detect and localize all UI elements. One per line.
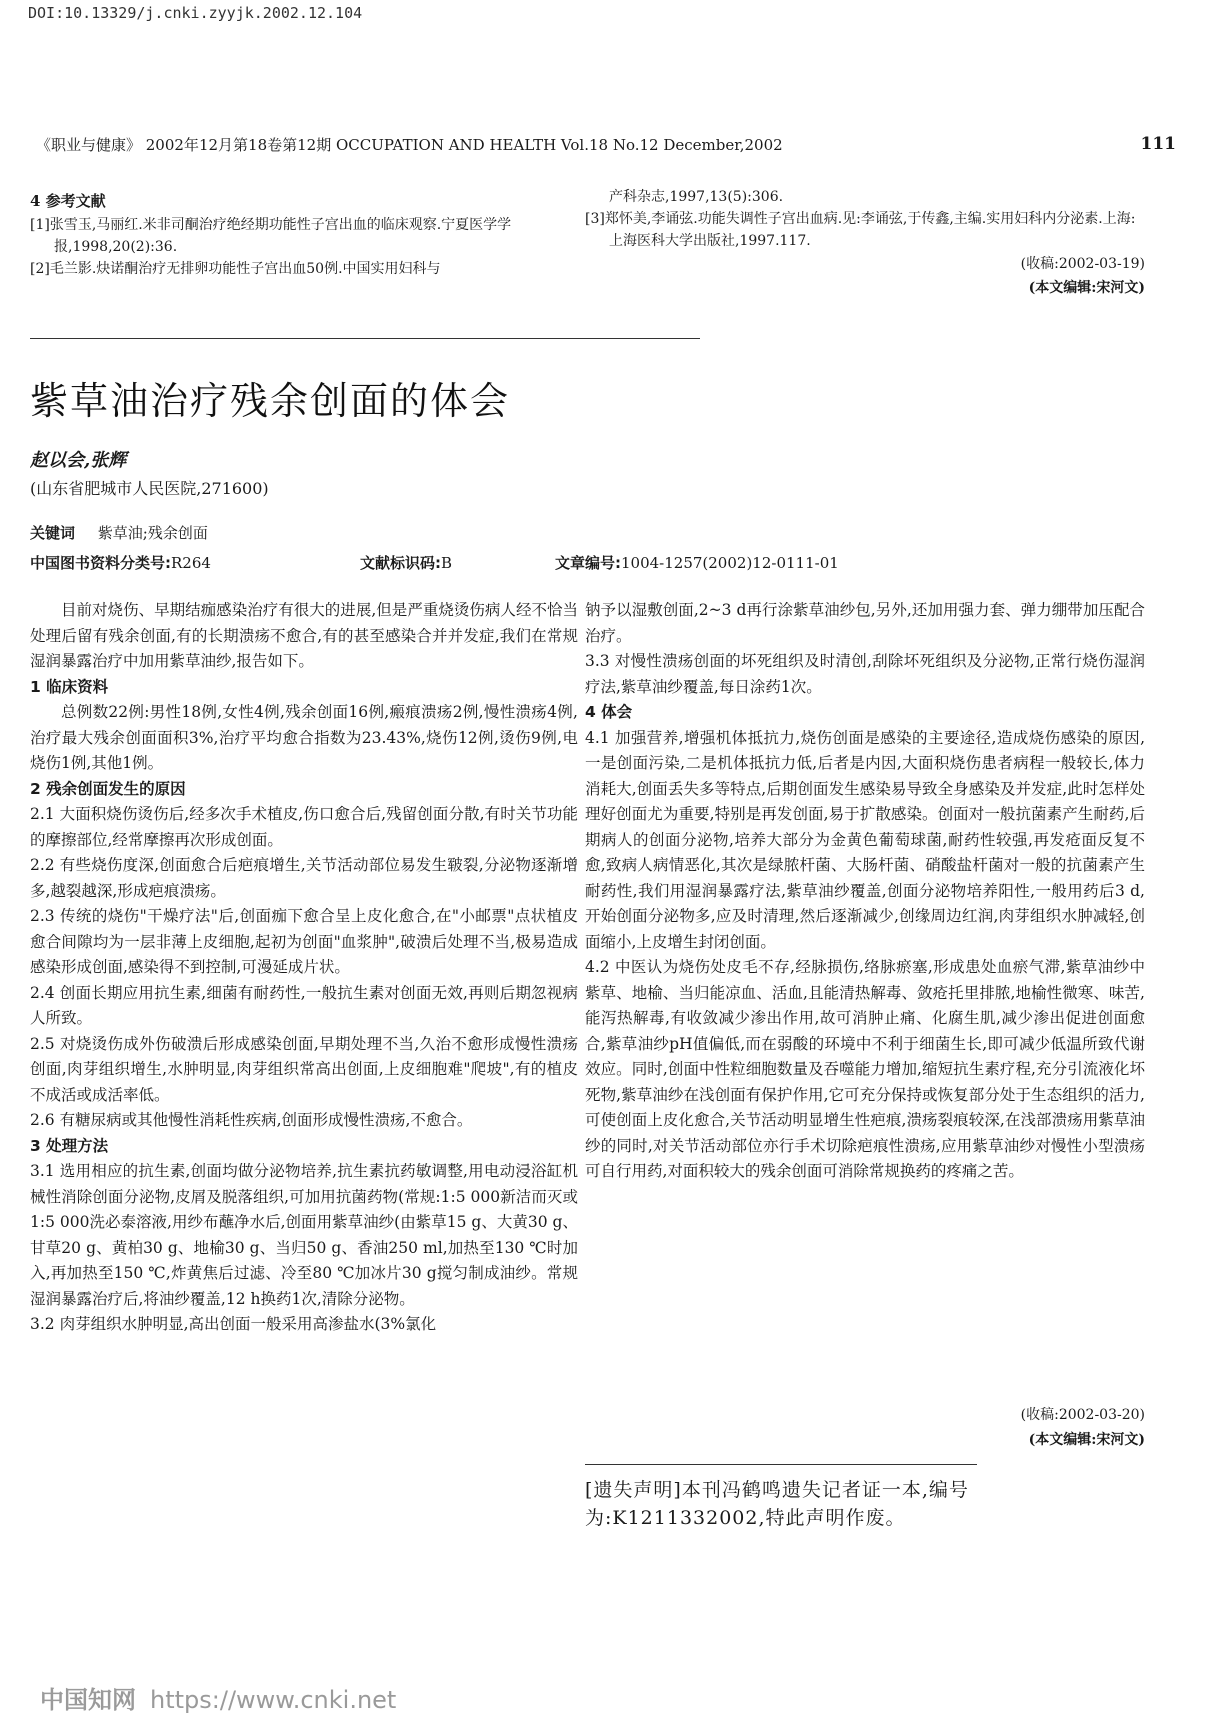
section-heading: 2 残余创面发生的原因 <box>30 779 186 798</box>
body-paragraph: 4.2 中医认为烧伤处皮毛不存,经脉损伤,络脉瘀塞,形成患处血瘀气滞,紫草油纱中紫草、地榆、当归能凉血、活血,且能清热解毒、敛疮托里排脓,地榆性微寒、味苦,能泻热解毒,有收敛减少渗出作用,故可消肿止痛、化腐生肌,减少渗出促进创面愈合,紫草油纱pH值偏低,而在弱酸的环境中不利于细菌生长,即可减少低温所致代谢效应。同时,创面中性粒细胞数量及吞噬能力增加,缩短抗生素疗程,充分引流液化坏死物,紫草油纱在浅创面有保护作用,它可充分保持或恢复部分处于生态组织的活力,可使创面上皮化愈合,关节活动明显增生性疤痕,溃疡裂痕较深,在浅部溃疡用紫草油纱的同时,对关节活动部位亦行手术切除疤痕性溃疡,应用紫草油纱对慢性小型溃疡可自行用药,对面积较大的残余创面可消除常规换药的疼痛之苦。 <box>585 958 1145 1180</box>
doi-line: DOI:10.13329/j.cnki.zyyjk.2002.12.104 <box>28 4 363 22</box>
keywords-line <box>30 522 208 543</box>
section-divider <box>30 338 700 339</box>
classification-line <box>30 552 1180 573</box>
keywords: 紫草油;残余创面 <box>97 524 208 542</box>
section-heading: 1 临床资料 <box>30 677 109 696</box>
received-date: (收稿:2002-03-19) <box>1020 256 1145 272</box>
article-title: 紫草油治疗残余创面的体会 <box>30 379 511 423</box>
body-left-column <box>30 598 578 1338</box>
body-paragraph: 3.3 对慢性溃疡创面的坏死组织及时清创,刮除坏死组织及分泌物,正常行烧伤湿润疗法,紫草油纱覆盖,每日涂药1次。 <box>585 652 1145 696</box>
reference-item: [2]毛兰影.炔诺酮治疗无排卵功能性子宫出血50例.中国实用妇科与 <box>30 261 441 277</box>
body-paragraph: 2.1 大面积烧伤烫伤后,经多次手术植皮,伤口愈合后,残留创面分散,有时关节功能的摩擦部位,经常摩擦再次形成创面。 <box>30 805 578 849</box>
cnki-watermark <box>40 1680 396 1715</box>
editor-note: (本文编辑:宋河文) <box>1028 280 1145 296</box>
page-number: 111 <box>1140 134 1176 154</box>
authors: 赵以会,张辉 <box>30 450 127 471</box>
clc-label: 中国图书资料分类号: <box>30 554 171 572</box>
body-paragraph: 2.2 有些烧伤度深,创面愈合后疤痕增生,关节活动部位易发生皲裂,分泌物逐渐增多,越裂越深,形成疤痕溃疡。 <box>30 856 578 900</box>
cnki-url: https://www.cnki.net <box>150 1686 397 1714</box>
body-paragraph: 3.2 肉芽组织水肿明显,高出创面一般采用高渗盐水(3%氯化 <box>30 1315 437 1333</box>
body-paragraph: 2.6 有糖尿病或其他慢性消耗性疾病,创面形成慢性溃疡,不愈合。 <box>30 1111 473 1129</box>
journal-issue-line: 《职业与健康》 2002年12月第18卷第12期 OCCUPATION AND HEALTH Vol.18 No.12 December,2002 <box>36 136 783 154</box>
article-received-date: (收稿:2002-03-20) <box>1020 1407 1145 1423</box>
body-paragraph: 目前对烧伤、早期结痂感染治疗有很大的进展,但是严重烧烫伤病人经不恰当处理后留有残余创面,有的长期溃疡不愈合,有的甚至感染合并并发症,我们在常规湿润暴露治疗中加用紫草油纱,报告如下。 <box>30 601 578 670</box>
body-paragraph: 钠予以湿敷创面,2~3 d再行涂紫草油纱包,另外,还加用强力套、弹力绷带加压配合治疗。 <box>585 601 1145 645</box>
article-editor-note: (本文编辑:宋河文) <box>1028 1432 1145 1448</box>
keywords-label: 关键词 <box>30 524 76 542</box>
doccode-value: B <box>441 554 453 572</box>
cnki-brand: 中国知网 <box>40 1686 136 1714</box>
articleno-label: 文章编号: <box>555 554 621 572</box>
body-paragraph: 2.3 传统的烧伤"干燥疗法"后,创面痂下愈合呈上皮化愈合,在"小邮票"点状植皮愈合间隙均为一层非薄上皮细胞,起初为创面"血浆肿",破溃后处理不当,极易造成感染形成创面,感染得不到控制,可漫延成片状。 <box>30 907 578 976</box>
reference-item: [1]张雪玉,马丽红.米非司酮治疗绝经期功能性子宫出血的临床观察.宁夏医学学报,1998,20(2):36. <box>30 217 512 255</box>
body-right-column <box>585 598 1145 1185</box>
running-header <box>36 134 1176 155</box>
body-paragraph: 4.1 加强营养,增强机体抵抗力,烧伤创面是感染的主要途径,造成烧伤感染的原因,一是创面污染,二是机体抵抗力低,后者是内因,大面积烧伤患者病程一般较长,体力消耗大,创面丢失多等特点,后期创面发生感染易导致全身感染及并发症,此时怎样处理好创面尤为重要,特别是再发创面,易于扩散感染。创面对一般抗菌素产生耐药,后期病人的创面分泌物,培养大部分为金黄色葡萄球菌,耐药性较强,再发疮面反复不愈,致病人病情恶化,其次是绿脓杆菌、大肠杆菌、硝酸盐杆菌对一般的抗菌素产生耐药性,我们用湿润暴露疗法,紫草油纱覆盖,创面分泌物培养阳性,一般用药后3 d,开始创面分泌物多,应及时清理,然后逐渐减少,创缘周边红润,肉芽组织水肿减轻,创面缩小,上皮增生封闭创面。 <box>585 728 1145 951</box>
body-paragraph: 总例数22例:男性18例,女性4例,残余创面16例,瘢痕溃疡2例,慢性溃疡4例,治疗最大残余创面面积3%,治疗平均愈合指数为23.43%,烧伤12例,烫伤9例,电烧伤1例,其他1例。 <box>30 703 578 772</box>
reference-item: 产科杂志,1997,13(5):306. <box>609 189 784 205</box>
affiliation: (山东省肥城市人民医院,271600) <box>30 479 269 498</box>
body-paragraph: 2.4 创面长期应用抗生素,细菌有耐药性,一般抗生素对创面无效,再则后期忽视病人所致。 <box>30 983 578 1027</box>
body-paragraph: 3.1 选用相应的抗生素,创面均做分泌物培养,抗生素抗药敏调整,用电动浸浴缸机械性消除创面分泌物,皮屑及脱落组织,可加用抗菌药物(常规:1:5 000新洁而灭或1:5 000洗必泰溶液,用纱布蘸净水后,创面用紫草油纱(由紫草15 g、大黄30 g、甘草20 g、黄柏30 g、地榆30 g、当归50 g、香油250 ml,加热至130 ℃时加入,再加热至150 ℃,炸黄焦后过滤、冷至80 ℃加冰片30 g搅匀制成油纱。常规湿润暴露治疗后,将油纱覆盖,12 h换药1次,清除分泌物。 <box>30 1162 578 1308</box>
notice-divider <box>585 1464 977 1465</box>
body-paragraph: 2.5 对烧烫伤成外伤破溃后形成感染创面,早期处理不当,久治不愈形成慢性溃疡创面,肉芽组织增生,水肿明显,肉芽组织常高出创面,上皮细胞难"爬坡",有的植皮不成活或成活率低。 <box>30 1034 578 1104</box>
reference-item: [3]郑怀美,李诵弦.功能失调性子宫出血病.见:李诵弦,于传鑫,主编.实用妇科内分泌素.上海:上海医科大学出版社,1997.117. <box>585 211 1136 249</box>
section-heading: 4 体会 <box>585 703 633 721</box>
doccode-label: 文献标识码: <box>360 554 441 572</box>
loss-notice: [遗失声明]本刊冯鹤鸣遗失记者证一本,编号为:K1211332002,特此声明作废。 <box>585 1479 969 1529</box>
articleno-value: 1004-1257(2002)12-0111-01 <box>621 554 839 572</box>
references-heading: 4 参考文献 <box>30 192 106 210</box>
references-right <box>585 186 1145 300</box>
references-left <box>30 214 578 280</box>
clc-value: R264 <box>171 554 211 572</box>
section-heading: 3 处理方法 <box>30 1136 109 1155</box>
